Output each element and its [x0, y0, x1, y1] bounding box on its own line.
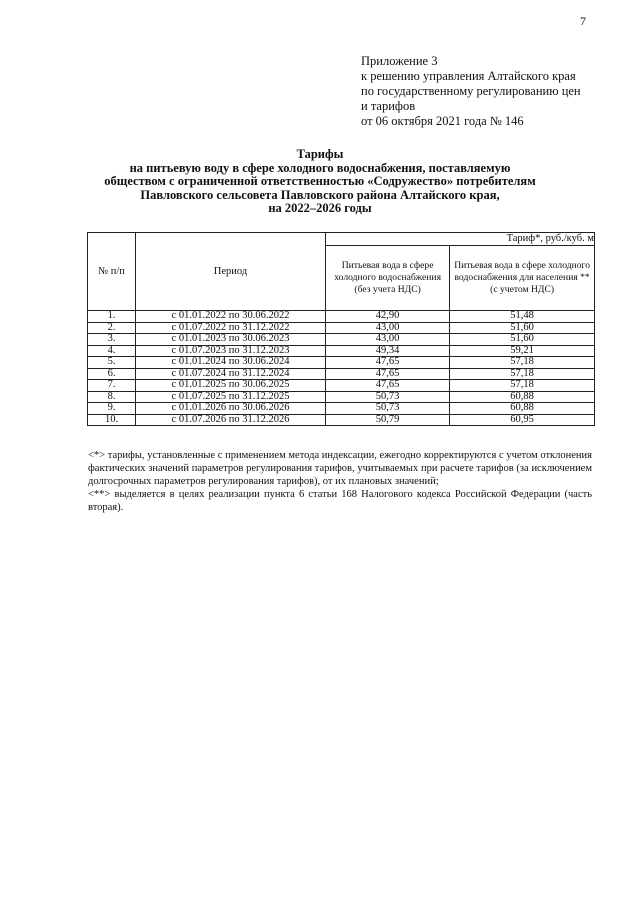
header-drinking-water: Питьевая вода в сфере холодного водоснабжения (без учета НДС) — [326, 246, 450, 311]
table-row — [88, 345, 595, 357]
row-number-cell: 3. — [88, 334, 136, 346]
tariff-value-cell: 50,79 — [326, 414, 450, 426]
appendix-line: к решению управления Алтайского края — [361, 69, 576, 83]
table-row — [88, 403, 595, 415]
table-body — [88, 311, 595, 426]
header-drinking-water-population: Питьевая вода в сфере холодного водоснабжения для населения ** (с учетом НДС) — [450, 246, 595, 311]
tariff-value-cell: 43,00 — [326, 334, 450, 346]
table-row — [88, 322, 595, 334]
page-number: 7 — [580, 14, 586, 28]
footnote-2: <**> выделяется в целях реализации пункта 6 статьи 168 Налогового кодекса Российской Федерации (часть вторая). — [88, 489, 592, 513]
row-number-cell: 6. — [88, 368, 136, 380]
tariff-value-cell: 49,34 — [326, 345, 450, 357]
row-number-cell: 7. — [88, 380, 136, 392]
appendix-block — [361, 54, 611, 129]
row-number-cell: 2. — [88, 322, 136, 334]
tariff-value-cell: 47,65 — [326, 357, 450, 369]
tariff-value-cell: 47,65 — [326, 368, 450, 380]
header-period: Период — [136, 233, 326, 311]
appendix-line: по государственному регулированию цен — [361, 84, 581, 98]
period-cell: с 01.01.2023 по 30.06.2023 — [136, 334, 326, 346]
period-cell: с 01.07.2026 по 31.12.2026 — [136, 414, 326, 426]
tariff-value-cell: 47,65 — [326, 380, 450, 392]
title-line: обществом с ограниченной ответственностью «Содружество» потребителям — [104, 174, 536, 188]
tariff-population-value-cell: 57,18 — [450, 368, 595, 380]
title-line: на 2022–2026 годы — [268, 201, 372, 215]
document-title — [90, 148, 550, 216]
row-number-cell: 4. — [88, 345, 136, 357]
appendix-line: и тарифов — [361, 99, 416, 113]
table-row — [88, 311, 595, 323]
appendix-line: Приложение 3 — [361, 54, 438, 68]
table-row — [88, 368, 595, 380]
header-tariff: Тариф*, руб./куб. м — [326, 233, 595, 246]
tariff-value-cell: 50,73 — [326, 403, 450, 415]
row-number-cell: 10. — [88, 414, 136, 426]
tariff-value-cell: 43,00 — [326, 322, 450, 334]
footnote-1: <*> тарифы, установленные с применением метода индексации, ежегодно корректируются с учетом отклонения фактических значений параметров регулирования тарифов, учитываемых при расчете тарифов (за исключением долгосрочных параметров регулирования тарифов), от их плановых значений; — [88, 450, 592, 487]
title-line: Тарифы — [296, 147, 344, 161]
tariff-population-value-cell: 60,88 — [450, 403, 595, 415]
table-row — [88, 380, 595, 392]
period-cell: с 01.01.2022 по 30.06.2022 — [136, 311, 326, 323]
tariff-population-value-cell: 51,48 — [450, 311, 595, 323]
tariff-population-value-cell: 60,88 — [450, 391, 595, 403]
row-number-cell: 5. — [88, 357, 136, 369]
footnotes — [88, 449, 592, 514]
period-cell: с 01.07.2024 по 31.12.2024 — [136, 368, 326, 380]
tariff-population-value-cell: 57,18 — [450, 380, 595, 392]
tariff-value-cell: 50,73 — [326, 391, 450, 403]
period-cell: с 01.07.2023 по 31.12.2023 — [136, 345, 326, 357]
row-number-cell: 1. — [88, 311, 136, 323]
table-row — [88, 357, 595, 369]
row-number-cell: 8. — [88, 391, 136, 403]
period-cell: с 01.01.2026 по 30.06.2026 — [136, 403, 326, 415]
tariff-table — [87, 232, 595, 426]
table-row — [88, 391, 595, 403]
header-num: № п/п — [88, 233, 136, 311]
period-cell: с 01.01.2025 по 30.06.2025 — [136, 380, 326, 392]
title-line: на питьевую воду в сфере холодного водоснабжения, поставляемую — [129, 160, 511, 175]
row-number-cell: 9. — [88, 403, 136, 415]
tariff-population-value-cell: 51,60 — [450, 334, 595, 346]
table-row — [88, 334, 595, 346]
period-cell: с 01.07.2022 по 31.12.2022 — [136, 322, 326, 334]
period-cell: с 01.07.2025 по 31.12.2025 — [136, 391, 326, 403]
tariff-population-value-cell: 60,95 — [450, 414, 595, 426]
appendix-line: от 06 октября 2021 года № 146 — [361, 114, 524, 128]
table-row — [88, 414, 595, 426]
tariff-population-value-cell: 57,18 — [450, 357, 595, 369]
tariff-value-cell: 42,90 — [326, 311, 450, 323]
period-cell: с 01.01.2024 по 30.06.2024 — [136, 357, 326, 369]
tariff-population-value-cell: 59,21 — [450, 345, 595, 357]
tariff-population-value-cell: 51,60 — [450, 322, 595, 334]
title-line: Павловского сельсовета Павловского района Алтайского края, — [140, 187, 500, 202]
